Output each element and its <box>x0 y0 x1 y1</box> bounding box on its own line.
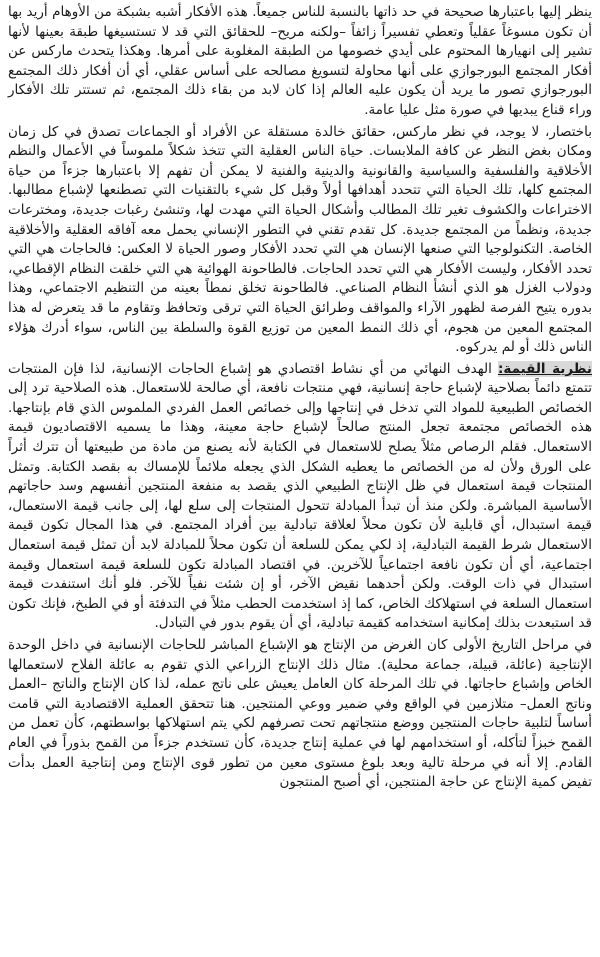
paragraph-no-eternal-truths: باختصار، لا يوجد، في نظر ماركس، حقائق خالدة مستقلة عن الأفراد أو الجماعات تصدق في كل زمان ومكان بغض النظر عن كافة الملابسات. حياة الناس العقلية التي تتخذ شكلاً ملموساً في الأعمال والنظم الأخلاقية والفلسفية والسياسية والقانونية والدينية والفنية لا يمكن أن تفهم إلا باعتبارها جزءاً من حياة المجتمع كلها، تلك الحياة التي تتحدد أهدافها أولاً وقبل كل شيء بالتقنيات التي تصطنعها لإشباع مطالبها. الاختراعات والكشوف تغير تلك المطالب وأشكال الحياة التي مهدت لها، وتنشئ رغبات جديدة، ومخترعات جديدة، ونظماً من المجتمع جديدة. كل تقدم تقني في التطور الإنساني يحمل معه آفاقه العقلية والأخلاقية الخاصة. التكنولوجيا التي صنعها الإنسان هي التي تحدد الأفكار وصور الحياة لا العكس: فالحاجات هي التي تحدد الأفكار، وليست الأفكار هي التي تحدد الحاجات. فالطاحونة الهوائية هي التي خلقت النظام الإقطاعي، ودولاب الغزل هو الذي أنشأ النظام الصناعي. فالطاحونة تخلق نمطاً بعينه من التنظيم الاجتماعي، وهذا بدوره يتيح الفرصة لظهور الآراء والمواقف وطرائق الحياة التي ترقى وتحافظ وتقاوم ما قد يتعرض له هذا المجتمع المعين من هجوم، أي ذلك النمط المعين من توزيع القوة والسلطة بين الناس، سواء أدرك هؤلاء الناس ذلك أو لم يدركوه. <box>8 123 592 356</box>
paragraph-value-theory <box>8 360 592 634</box>
section-heading-value-theory: نظرية القيمة: <box>498 360 592 377</box>
paragraph-value-theory-body: الهدف النهائي من أي نشاط اقتصادي هو إشباع الحاجات الإنسانية، لذا فإن المنتجات تتمتع دائماً بصلاحية لإشباع حاجة إنسانية، فهي منتجات نافعة، أي صالحة للاستعمال. هذه الصلاحية ترد إلى الخصائص الطبيعية للمواد التي تدخل في إنتاجها وإلى خصائص العمل الفردي الملموس الذي قام بإنتاجها. هذه الخصائص مجتمعة تجعل المنتج صالحاً لإشباع حاجة معينة، وهذا ما يسميه الاقتصاديون قيمة الاستعمال. فقلم الرصاص مثلاً يصلح للاستعمال في الكتابة لأنه يصنع من مادة من طبيعتها أن تترك أثراً على الورق ولأن له من الخصائص ما يعطيه الشكل الذي يجعله ملائماً للإمساك به بقصد الكتابة. وتمثل المنتجات قيمة استعمال في ظل الإنتاج الطبيعي الذي يقصد به منفعة المنتجين أنفسهم وسد حاجاتهم الأساسية المباشرة. ولكن منذ أن تبدأ المبادلة تتحول المنتجات إلى سلع لها، إلى جانب قيمة الاستعمال، قيمة استبدال، أي قابلية لأن تكون محلاً لعلاقة تبادلية بين أفراد المجتمع. في هذا المجال تكون قيمة الاستعمال شرط القيمة التبادلية، إذ لكي يمكن للسلعة أن تكون محلاً للمبادلة لابد أن تمثل قيمة استعمال اجتماعية، أي أن تكون نافعة اجتماعياً للآخرين. في اقتصاد المبادلة تكون للسلعة قيمة استعمال وقيمة استبدال في ذات الوقت. ولكن أحدهما نقيض الآخر، أو إن شئت نفياً للآخر. فلو أنك استنفدت قيمة استعمال السلعة في استهلاكك الخاص، كما إذ استخدمت الحطب مثلاً في التدفئة أو في الطبخ، فإنك تكون قد استبعدت بذلك إمكانية استخدامه كقيمة تبادلية، أي أن يقوم بدور في التبادل. <box>8 360 592 632</box>
paragraph-early-production: في مراحل التاريخ الأولى كان الغرض من الإنتاج هو الإشباع المباشر للحاجات الإنسانية في داخل الوحدة الإنتاجية (عائلة، قبيلة، جماعة محلية). مثال ذلك الإنتاج الزراعي الذي تقوم به عائلة الفلاح لاستعمالها الخاص وإشباع حاجاتها. في تلك المرحلة كان العامل يعيش على ناتج عمله، لذا كان الإنتاج والناتج –العمل وناتج العمل– متلازمين في الواقع وفي ضمير ووعي المنتجين. هنا تتحقق العملية الاقتصادية التي قامت أساساً لتلبية حاجات المنتجين ووضع منتجاتهم تحت تصرفهم لكي يتم استهلاكها بواسطتهم، كأن تعمل من القمح خبزاً لتأكله، أو استخدامهم لها في عملية إنتاج جديدة، كأن تستخدم جزءاً من القمح بذوراً في العام القادم. إلا أنه في مرحلة تالية وبعد بلوغ مستوى معين من تطور قوى الإنتاج ومن إنتاجية العمل بدأت تفيض كمية الإنتاج عن حاجة المنتجين، أي أصبح المنتجون <box>8 637 592 791</box>
paragraph-marxist-ideas: ينظر إليها باعتبارها صحيحة في حد ذاتها بالنسبة للناس جميعاً. هذه الأفكار أشبه بشبكة من الأوهام أريد بها أن تكون مسوغاً عقلياً وتعطي تفسيراً زائفاً –ولكنه مريح– للحقائق التي قد لا تستسيغها طبقة بعينها لأنها تشير إلى انهيارها المحتوم على أيدي خصومها من الطبقة المغلوبة على أمرها. وهكذا يتحدث ماركس عن أفكار المجتمع البورجوازي على أنها محاولة لتسويغ مصالحه على أساس عقلي، أي أن أفكار ذلك المجتمع البورجوازي تصور ما يريد أن يكون عليه العالم إذا كان لابد من بقاء ذلك المجتمع، ثم تستتر تلك الأفكار وراء قناع يبديها في صورة مثل عليا عامة. <box>8 4 592 118</box>
